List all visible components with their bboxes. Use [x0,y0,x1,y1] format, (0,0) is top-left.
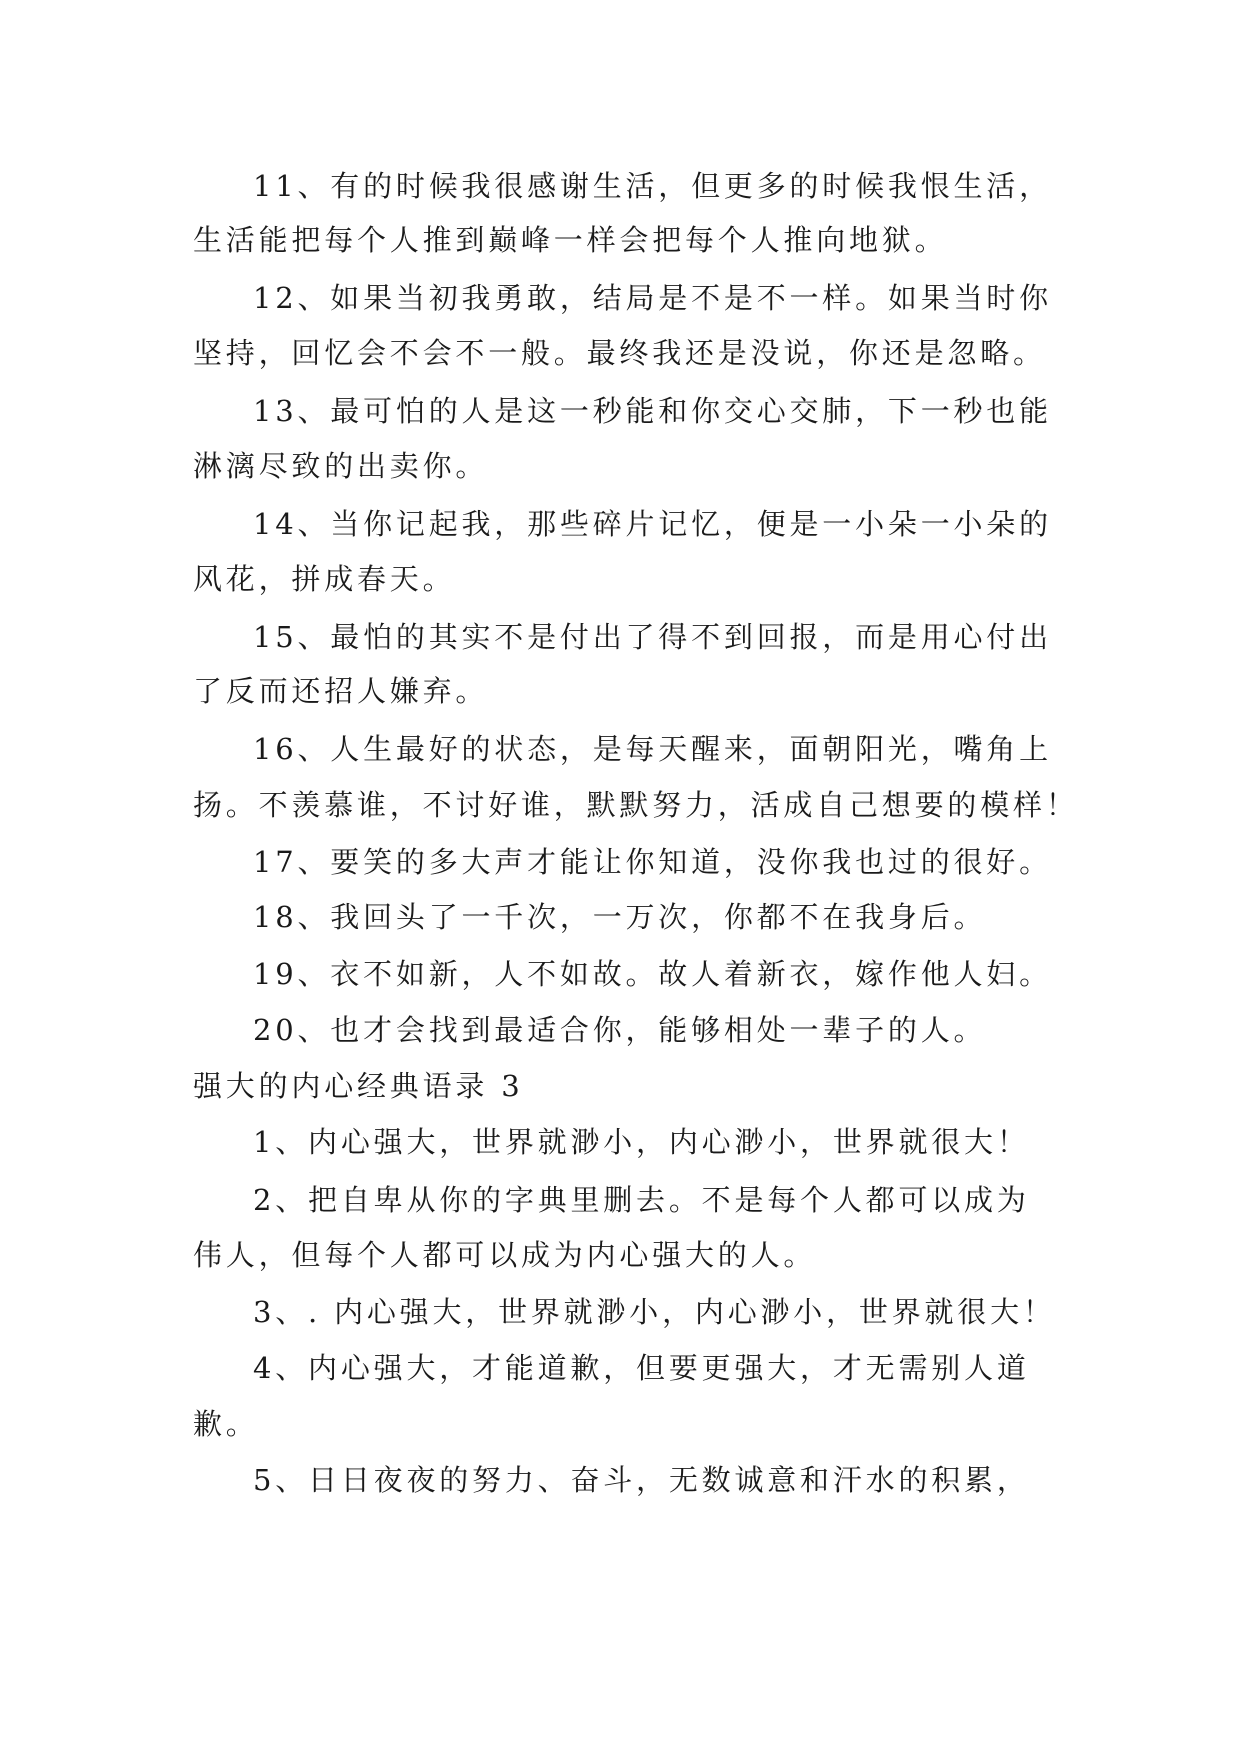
quote-12-line-1: 12、如果当初我勇敢，结局是不是不一样。如果当时你 [253,281,1052,315]
quote-17-line-1: 17、要笑的多大声才能让你知道，没你我也过的很好。 [253,845,1052,879]
quote-3-5-line-1: 5、日日夜夜的努力、奋斗，无数诚意和汗水的积累， [253,1463,1030,1497]
quote-19-line-1: 19、衣不如新，人不如故。故人着新衣，嫁作他人妇。 [253,957,1052,991]
quote-14-line-1: 14、当你记起我，那些碎片记忆，便是一小朵一小朵的 [253,507,1052,541]
quote-11-line-1: 11、有的时候我很感谢生活，但更多的时候我恨生活， [253,169,1052,203]
quote-13-line-1: 13、最可怕的人是这一秒能和你交心交肺，下一秒也能 [253,394,1052,428]
quote-15-line-1: 15、最怕的其实不是付出了得不到回报，而是用心付出 [253,620,1052,654]
quote-12-line-2: 坚持，回忆会不会不一般。最终我还是没说，你还是忽略。 [193,336,1046,370]
quote-3-4-line-1: 4、内心强大，才能道歉，但要更强大，才无需别人道 [253,1351,1030,1385]
quote-3-4-line-2: 歉。 [193,1407,259,1441]
quote-14-line-2: 风花，拼成春天。 [193,562,456,596]
quote-20-line-1: 20、也才会找到最适合你，能够相处一辈子的人。 [253,1013,987,1047]
quote-13-line-2: 淋漓尽致的出卖你。 [193,449,489,483]
quote-15-line-2: 了反而还招人嫌弃。 [193,674,489,708]
quote-3-1-line-1: 1、内心强大，世界就渺小，内心渺小，世界就很大！ [253,1125,1030,1159]
quote-18-line-1: 18、我回头了一千次，一万次，你都不在我身后。 [253,900,987,934]
quote-16-line-1: 16、人生最好的状态，是每天醒来，面朝阳光，嘴角上 [253,732,1052,766]
quote-11-line-2: 生活能把每个人推到巅峰一样会把每个人推向地狱。 [193,223,948,257]
quote-3-2-line-2: 伟人，但每个人都可以成为内心强大的人。 [193,1238,817,1272]
quote-3-2-line-1: 2、把自卑从你的字典里删去。不是每个人都可以成为 [253,1183,1030,1217]
quote-16-line-2: 扬。不羡慕谁，不讨好谁，默默努力，活成自己想要的模样！ [193,788,1079,822]
quote-3-3-line-1: 3、. 内心强大，世界就渺小，内心渺小，世界就很大！ [253,1295,1056,1329]
section-title: 强大的内心经典语录 3 [193,1069,524,1103]
